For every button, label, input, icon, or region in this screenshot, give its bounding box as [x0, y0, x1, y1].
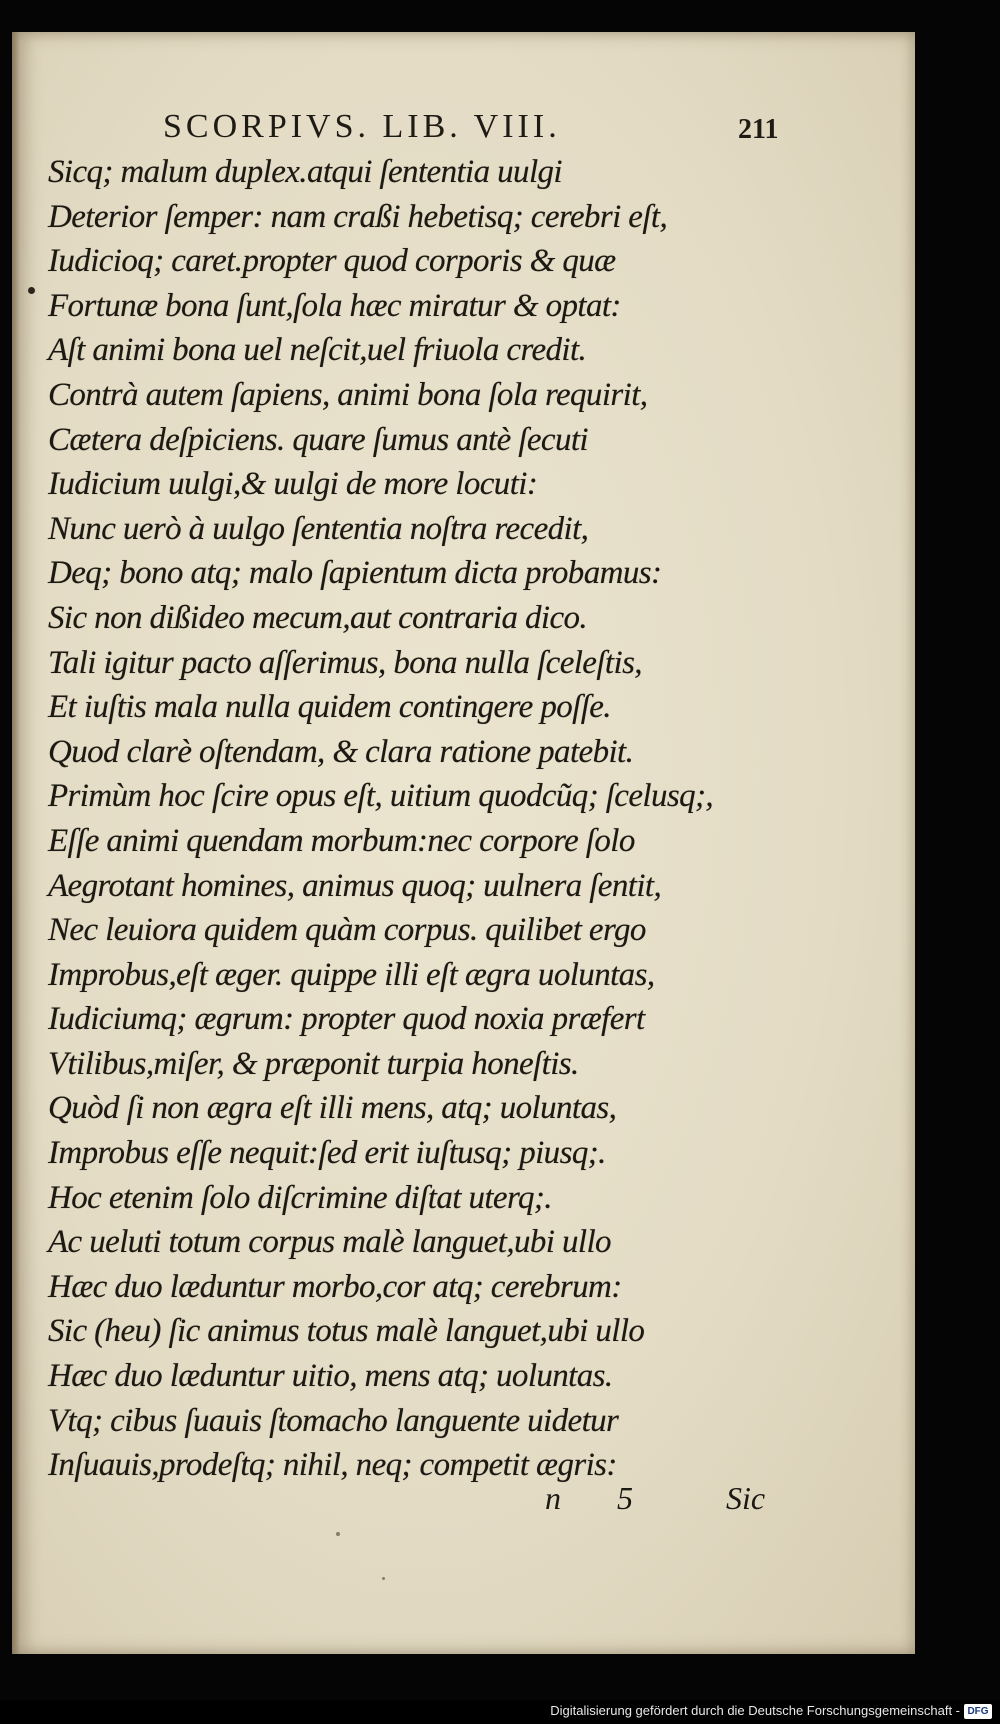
verse-line: Improbus,eſt æger. quippe illi eſt ægra uoluntas, — [48, 956, 655, 993]
verse-line: Contrà autem ſapiens, animi bona ſola requirit, — [48, 376, 648, 413]
verse-text-block — [48, 150, 828, 1488]
verse-line: Hæc duo læduntur uitio, mens atq; uoluntas. — [48, 1358, 613, 1395]
verse-line: Quod clarè oſtendam, & clara ratione patebit. — [48, 733, 634, 770]
page-number: 211 — [738, 114, 779, 145]
catchword: Sic — [726, 1480, 766, 1516]
verse-line: Eſſe animi quendam morbum:nec corpore ſolo — [48, 822, 635, 859]
verse-line: Nunc uerò à uulgo ſententia noſtra recedit, — [48, 510, 589, 547]
verse-line: Deq; bono atq; malo ſapientum dicta probamus: — [48, 555, 662, 592]
signature-mark: n 5 — [545, 1480, 657, 1516]
running-head — [0, 108, 1000, 148]
credit-bar — [0, 1700, 1000, 1724]
verse-line: Nec leuiora quidem quàm corpus. quilibet ergo — [48, 912, 646, 949]
page-footer — [0, 1480, 1000, 1520]
verse-line: Inſuauis,prodeſtq; nihil, neq; competit ægris: — [48, 1447, 617, 1484]
verse-line: Ac ueluti totum corpus malè languet,ubi ullo — [48, 1224, 611, 1261]
dfg-logo-icon: DFG — [964, 1704, 992, 1719]
verse-line: Vtilibus,miſer, & præponit turpia honeſtis. — [48, 1045, 579, 1082]
verse-line: Improbus eſſe nequit:ſed erit iuſtusq; piusq;. — [48, 1135, 606, 1172]
paper-speck — [382, 1577, 385, 1580]
margin-mark — [28, 287, 35, 294]
verse-line: Primùm hoc ſcire opus eſt, uitium quodcũq; ſcelusq;, — [48, 778, 714, 815]
verse-line: Iudicium uulgi,& uulgi de more locuti: — [48, 466, 538, 503]
verse-line: Iudicioq; caret.propter quod corporis & quæ — [48, 243, 616, 280]
verse-line: Deterior ſemper: nam craßi hebetisq; cerebri eſt, — [48, 198, 668, 235]
verse-line: Aſt animi bona uel neſcit,uel friuola credit. — [48, 332, 587, 369]
verse-line: Hoc etenim ſolo diſcrimine diſtat uterq;. — [48, 1179, 552, 1216]
verse-line: Tali igitur pacto aſſerimus, bona nulla ſceleſtis, — [48, 644, 642, 681]
running-title: SCORPIVS. LIB. VIII. — [163, 108, 561, 145]
verse-line: Et iuſtis mala nulla quidem contingere poſſe. — [48, 689, 611, 726]
verse-line: Sic (heu) ſic animus totus malè languet,ubi ullo — [48, 1313, 645, 1350]
verse-line: Iudiciumq; ægrum: propter quod noxia præfert — [48, 1001, 645, 1038]
verse-line: Vtq; cibus ſuauis ſtomacho languente uidetur — [48, 1402, 619, 1439]
verse-line: Cætera deſpiciens. quare ſumus antè ſecuti — [48, 421, 588, 458]
verse-line: Sicq; malum duplex.atqui ſententia uulgi — [48, 154, 562, 190]
verse-line: Sic non dißideo mecum,aut contraria dico. — [48, 599, 588, 636]
verse-line: Hæc duo læduntur morbo,cor atq; cerebrum: — [48, 1268, 622, 1305]
verse-line: Aegrotant homines, animus quoq; uulnera ſentit, — [48, 867, 662, 904]
funding-credit: Digitalisierung gefördert durch die Deutsche Forschungsgemeinschaft - — [550, 1703, 960, 1718]
verse-line: Fortunæ bona ſunt,ſola hæc miratur & optat: — [48, 287, 621, 324]
verse-line: Quòd ſi non ægra eſt illi mens, atq; uoluntas, — [48, 1090, 617, 1127]
paper-speck — [336, 1532, 340, 1536]
